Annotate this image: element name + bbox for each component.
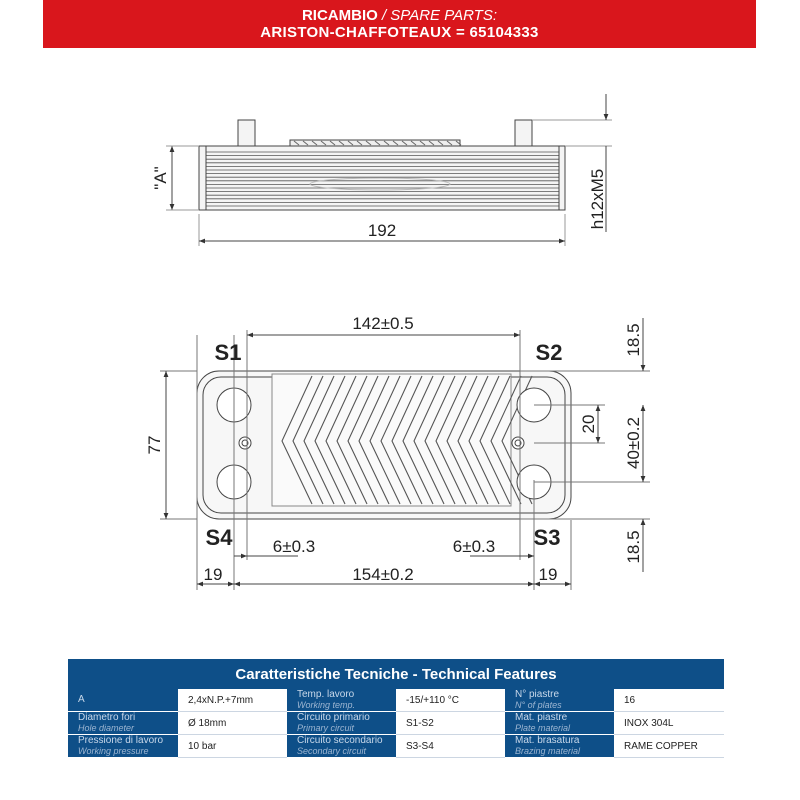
dim-142: 142±0.5 (352, 314, 414, 333)
feature-label-it: N° piastre (515, 689, 560, 700)
banner-ricambio: RICAMBIO (301, 7, 378, 24)
feature-value: 2,4xN.P.+7mm (178, 689, 287, 712)
dim-19-left: 19 (203, 565, 223, 584)
stud-right (515, 120, 532, 146)
feature-label-it: Diametro fori (78, 712, 136, 723)
feature-value: 10 bar (178, 735, 287, 758)
dim-18-5-bottom: 18.5 (624, 530, 643, 564)
banner-part-number: ARISTON-CHAFFOTEAUX = 65104333 (260, 24, 539, 41)
dim-thread: h12xM5 (588, 168, 607, 230)
feature-label-it: Temp. lavoro (297, 689, 355, 700)
feature-label-en: N° of plates (515, 700, 562, 710)
feature-label-it: Mat. brasatura (515, 735, 580, 746)
dim-20: 20 (579, 414, 598, 434)
features-row (68, 712, 724, 735)
feature-label-en: Hole diameter (78, 723, 135, 733)
dim-18-5-top: 18.5 (624, 323, 643, 357)
feature-label (287, 712, 396, 735)
dim-6-right: 6±0.3 (452, 537, 496, 556)
feature-label-en: Brazing material (515, 746, 581, 756)
port-label-s2: S2 (535, 340, 563, 365)
feature-label-it: Pressione di lavoro (78, 735, 164, 746)
feature-label-en: Primary circuit (297, 723, 355, 733)
port-label-s3: S3 (533, 525, 561, 550)
feature-label (505, 712, 614, 735)
feature-value: -15/+110 °C (396, 689, 505, 712)
feature-label (68, 712, 178, 735)
feature-value: S1-S2 (396, 712, 505, 735)
banner-spare-parts: / SPARE PARTS: (381, 7, 498, 24)
feature-value: Ø 18mm (178, 712, 287, 735)
dim-a: "A" (151, 166, 170, 190)
feature-label-en: Plate material (515, 723, 571, 733)
features-table (68, 659, 724, 758)
feature-label (287, 735, 396, 758)
dim-77: 77 (145, 435, 164, 455)
feature-label-it: A (78, 694, 85, 705)
feature-label (68, 689, 178, 712)
feature-label-en: Working pressure (78, 746, 149, 756)
port-label-s1: S1 (214, 340, 242, 365)
feature-label-en: Working temp. (297, 700, 356, 710)
features-title: Caratteristiche Tecniche - Technical Features (68, 659, 724, 689)
feature-value: S3-S4 (396, 735, 505, 758)
dim-length-192: 192 (367, 221, 397, 240)
feature-label (68, 735, 178, 758)
dim-6-left: 6±0.3 (272, 537, 316, 556)
feature-label-en: Secondary circuit (297, 746, 367, 756)
features-row (68, 689, 724, 712)
port-label-s4: S4 (205, 525, 233, 550)
feature-label-it: Mat. piastre (515, 712, 568, 723)
feature-label (287, 689, 396, 712)
dim-154: 154±0.2 (352, 565, 414, 584)
feature-label (505, 735, 614, 758)
feature-label-it: Circuito secondario (297, 735, 383, 746)
dim-40: 40±0.2 (624, 417, 643, 469)
feature-value: RAME COPPER (614, 735, 724, 758)
feature-label (505, 689, 614, 712)
features-row (68, 735, 724, 758)
feature-label-it: Circuito primario (297, 712, 370, 723)
stud-left (238, 120, 255, 146)
feature-value: INOX 304L (614, 712, 724, 735)
feature-value: 16 (614, 689, 724, 712)
dim-19-right: 19 (538, 565, 558, 584)
